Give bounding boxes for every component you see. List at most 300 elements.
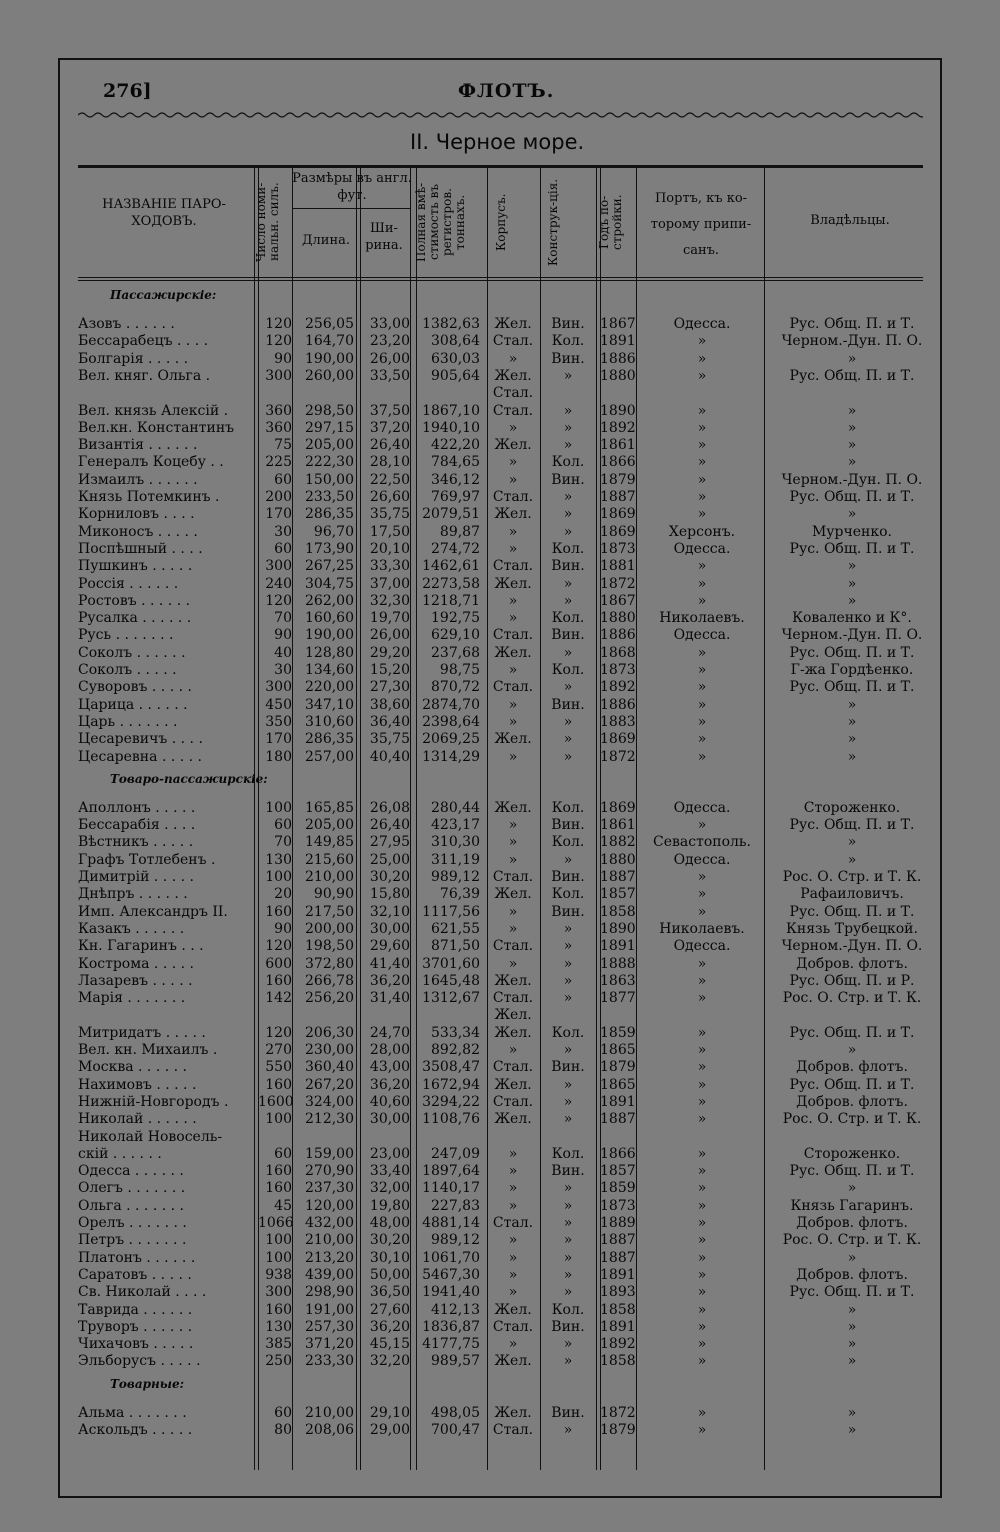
construction: Кол. [551,662,585,678]
hull: Жел. [494,367,532,384]
construction: » [563,402,573,419]
year: 1883 [600,713,636,730]
hull: » [508,1163,518,1180]
construction: » [563,437,573,454]
length: 267,25 [305,558,354,575]
port: Одесса. [673,851,731,868]
tonnage: 2079,51 [422,506,480,523]
construction: » [563,506,573,523]
width: 27,60 [369,1301,410,1318]
construction: » [563,1197,573,1214]
table-row [78,316,938,333]
ship-name: Пушкинъ . . . . . [78,558,193,575]
width: 36,20 [369,972,410,989]
construction: » [563,523,573,540]
owner: » [847,350,857,367]
construction: Вин. [551,1059,585,1076]
width: 26,60 [369,489,410,505]
hull: Жел. [494,644,532,661]
table-row [78,869,938,886]
nominal-power: 60 [274,1404,292,1421]
width: 33,00 [369,316,410,332]
nominal-power: 550 [265,1059,292,1076]
col-owner-header: Владѣльцы. [810,213,890,228]
tonnage: 1940,10 [422,419,480,436]
tonnage: 247,09 [431,1145,480,1162]
year: 1890 [600,920,636,937]
table-row [78,1059,938,1076]
width: 22,50 [369,471,410,488]
port: » [697,1404,707,1421]
tonnage: 1672,94 [422,1076,480,1093]
port: » [697,1266,707,1283]
year: 1887 [600,869,636,885]
hull: Стал. [492,679,534,696]
hull: Жел. [494,506,532,523]
year: 1887 [600,489,636,505]
group-label: Товарные: [110,1376,185,1391]
length: 297,15 [305,419,354,436]
width: 30,00 [369,920,410,937]
width: 32,00 [369,1180,410,1197]
length: 217,50 [305,903,354,920]
ship-name: Николай Новосель- [78,1128,223,1145]
port: » [697,1353,707,1370]
nominal-power: 120 [265,1024,292,1041]
ship-name: Князь Потемкинъ . [78,489,220,505]
length: 208,06 [305,1422,354,1438]
construction: » [563,1422,573,1438]
construction: Кол. [551,454,585,471]
nominal-power: 30 [274,662,292,678]
tonnage: 621,55 [431,920,480,937]
owner: » [847,1249,857,1266]
owner: Рус. Общ. П. и Т. [789,817,915,834]
tonnage: 346,12 [431,471,480,488]
ship-name: Бессарабецъ . . . . [78,333,209,350]
width: 45,15 [369,1336,410,1353]
ship-name: Имп. Александръ II. [78,903,228,920]
tonnage: 3508,47 [422,1059,480,1076]
construction: Кол. [551,1145,585,1162]
construction: Вин. [551,817,585,834]
construction: Вин. [551,316,585,332]
year: 1880 [600,851,636,868]
length: 347,10 [305,696,354,713]
year: 1891 [600,1093,636,1110]
table-row [78,333,938,350]
length: 90,90 [313,886,354,903]
nominal-power: 100 [265,799,292,816]
nominal-power: 450 [265,696,292,713]
hull: Стал. [492,385,534,402]
owner: Рафаиловичъ. [800,886,904,903]
width: 37,50 [369,402,410,419]
construction: » [563,575,573,592]
owner: Рус. Общ. П. и Т. [789,644,915,661]
tonnage: 2874,70 [422,696,480,713]
width: 32,30 [369,592,410,609]
nominal-power: 300 [265,558,292,575]
owner: Рус. Общ. П. и Т. [789,1024,915,1041]
table-row [78,368,938,385]
construction: » [563,920,573,937]
hull: Жел. [494,1301,532,1318]
width: 23,20 [369,333,410,350]
construction: Кол. [551,834,585,851]
hull: Жел. [494,1111,532,1128]
hull: Жел. [494,799,532,816]
ship-name: Бессарабія . . . . [78,817,196,834]
port: » [697,696,707,713]
nominal-power: 90 [274,920,292,937]
owner: Черном.-Дун. П. О. [781,938,923,955]
year: 1892 [600,679,636,696]
length: 96,70 [313,523,354,540]
length: 210,00 [305,869,354,885]
owner: » [847,1353,857,1370]
year: 1865 [600,1076,636,1093]
nominal-power: 130 [265,1318,292,1335]
tonnage: 2069,25 [422,731,480,748]
length: 262,00 [305,592,354,609]
construction: » [563,938,573,955]
table-row [78,1129,938,1146]
width: 26,00 [369,350,410,367]
hull: Стал. [492,333,534,350]
table-row [78,610,938,627]
width: 48,00 [369,1215,410,1231]
width: 28,00 [369,1042,410,1058]
tonnage: 784,65 [431,454,480,471]
year: 1858 [600,1353,636,1370]
ship-name: Россія . . . . . . [78,575,179,592]
construction: » [563,644,573,661]
owner: » [847,1404,857,1421]
ship-name: Царь . . . . . . . [78,713,178,730]
nominal-power: 170 [265,731,292,748]
year: 1893 [600,1284,636,1301]
tonnage: 311,19 [431,851,480,868]
ship-name: Аполлонъ . . . . . [78,799,196,816]
length: 310,60 [305,713,354,730]
year: 1866 [600,454,636,471]
length: 160,60 [305,610,354,627]
table-row [78,1353,938,1370]
tonnage: 1117,56 [422,903,480,920]
hull: » [508,1145,518,1162]
year: 1879 [600,1059,636,1076]
year: 1873 [600,662,636,678]
width: 23,00 [369,1145,410,1162]
width: 26,40 [369,437,410,454]
year: 1881 [600,558,636,575]
owner: » [847,575,857,592]
year: 1886 [600,696,636,713]
year: 1861 [600,437,636,454]
nominal-power: 40 [274,644,292,661]
ship-name: Графъ Тотлебенъ . [78,851,216,868]
width: 50,00 [369,1266,410,1283]
page-number: 276] [103,80,152,102]
port: Николаевъ. [659,920,745,937]
length: 298,50 [305,402,354,419]
ship-name: Николай . . . . . . [78,1111,197,1128]
port: » [697,333,707,350]
width: 32,20 [369,1353,410,1370]
owner: Черном.-Дун. П. О. [781,471,923,488]
year: 1879 [600,471,636,488]
width: 29,00 [369,1422,410,1438]
year: 1858 [600,1301,636,1318]
hull: Жел. [494,316,532,332]
tonnage: 4177,75 [422,1336,480,1353]
owner: Рус. Общ. П. и Т. [789,1284,915,1301]
col-dimensions-header: Размѣры въ англ. фут. [292,171,412,203]
nominal-power: 160 [265,903,292,920]
nominal-power: 60 [274,817,292,834]
table-row [78,645,938,662]
width: 31,40 [369,990,410,1007]
nominal-power: 75 [274,437,292,454]
year: 1889 [600,1215,636,1231]
width: 38,60 [369,696,410,713]
table-row [78,1319,938,1336]
owner: » [847,419,857,436]
tonnage: 2273,58 [422,575,480,592]
nominal-power: 160 [265,1076,292,1093]
owner: » [847,402,857,419]
construction: » [563,1284,573,1301]
width: 33,50 [369,367,410,384]
owner: » [847,713,857,730]
table-row [78,1042,938,1059]
tonnage: 630,03 [431,350,480,367]
nominal-power: 120 [265,592,292,609]
port: » [697,869,707,885]
construction: » [563,1336,573,1353]
nominal-power: 300 [265,679,292,696]
length: 304,75 [305,575,354,592]
port: » [697,1076,707,1093]
construction: » [563,419,573,436]
owner: Рос. О. Стр. и Т. К. [782,990,922,1007]
year: 1877 [600,990,636,1007]
table-row [78,1215,938,1232]
ship-name: скій . . . . . . [78,1145,162,1162]
ship-name: Св. Николай . . . . [78,1284,207,1301]
port: Херсонъ. [668,523,736,540]
table-row [78,1232,938,1249]
width: 33,40 [369,1163,410,1180]
width: 27,95 [369,834,410,851]
owner: Стороженко. [803,799,901,816]
owner: Рус. Общ. П. и Т. [789,679,915,696]
hull: Стал. [492,558,534,575]
length: 256,05 [305,316,354,332]
length: 360,40 [305,1059,354,1076]
construction: Вин. [551,1404,585,1421]
length: 257,30 [305,1318,354,1335]
year: 1882 [600,834,636,851]
owner: Г-жа Гордѣенко. [790,662,914,678]
year: 1869 [600,731,636,748]
owner: Князь Гагаринъ. [790,1197,914,1214]
nominal-power: 170 [265,506,292,523]
tonnage: 989,12 [431,869,480,885]
owner: Добров. флотъ. [796,1215,908,1231]
ship-name: Орелъ . . . . . . . [78,1215,187,1231]
tonnage: 237,68 [431,644,480,661]
year: 1891 [600,1318,636,1335]
length: 213,20 [305,1249,354,1266]
width: 27,30 [369,679,410,696]
construction: » [563,1215,573,1231]
nominal-power: 45 [274,1197,292,1214]
table-row [78,1267,938,1284]
construction: » [563,955,573,972]
length: 286,35 [305,731,354,748]
nominal-power: 600 [265,955,292,972]
ship-name: Византія . . . . . . [78,437,198,454]
port: » [697,454,707,471]
port: Одесса. [673,799,731,816]
nominal-power: 70 [274,610,292,627]
ship-name: Эльборусъ . . . . . [78,1353,201,1370]
construction: Кол. [551,1024,585,1041]
nominal-power: 1066 [258,1215,294,1231]
width: 15,80 [369,886,410,903]
hull: » [508,1266,518,1283]
tonnage: 905,64 [431,367,480,384]
port: » [697,903,707,920]
construction: Вин. [551,558,585,575]
tonnage: 412,13 [431,1301,480,1318]
width: 29,20 [369,644,410,661]
nominal-power: 70 [274,834,292,851]
construction: » [563,990,573,1007]
table-row [78,437,938,454]
construction: » [563,1093,573,1110]
length: 165,85 [305,799,354,816]
nominal-power: 60 [274,471,292,488]
owner: » [847,454,857,471]
construction: » [563,1180,573,1197]
construction: » [563,679,573,696]
ship-name: Соколъ . . . . . [78,662,177,678]
ship-name: Казакъ . . . . . . [78,920,185,937]
tonnage: 1897,64 [422,1163,480,1180]
port: » [697,1249,707,1266]
nominal-power: 30 [274,523,292,540]
tonnage: 769,97 [431,489,480,505]
tonnage: 1462,61 [422,558,480,575]
length: 324,00 [305,1093,354,1110]
owner: » [847,1336,857,1353]
table-row [78,1146,938,1163]
tonnage: 1314,29 [422,748,480,765]
construction: Кол. [551,1301,585,1318]
length: 210,00 [305,1404,354,1421]
page-title: ФЛОТЪ. [458,80,555,102]
table-row [78,1198,938,1215]
hull: Жел. [494,1076,532,1093]
ship-name: Митридатъ . . . . . [78,1024,206,1041]
col-tonnage-header: Полная вмѣ-стимость въ регистров. тоннахъ. [414,182,467,262]
nominal-power: 160 [265,972,292,989]
construction: Кол. [551,799,585,816]
table-row [78,904,938,921]
port: » [697,1024,707,1041]
dimensions-underline [292,208,410,209]
length: 237,30 [305,1180,354,1197]
group-label: Пассажирскіе: [110,288,217,302]
table-row [78,1077,938,1094]
hull: Жел. [494,1007,532,1024]
table-row [78,938,938,955]
ship-name: Корниловъ . . . . [78,506,195,523]
length: 220,00 [305,679,354,696]
width: 26,00 [369,627,410,644]
width: 26,40 [369,817,410,834]
year: 1888 [600,955,636,972]
owner: Князь Трубецкой. [786,920,918,937]
owner: » [847,851,857,868]
width: 29,10 [369,1404,410,1421]
construction: » [563,489,573,505]
construction: » [563,1232,573,1249]
tonnage: 310,30 [431,834,480,851]
construction: » [563,851,573,868]
ship-name: Миконосъ . . . . . [78,523,198,540]
tonnage: 227,83 [431,1197,480,1214]
width: 30,00 [369,1111,410,1128]
table-row [78,834,938,851]
hull: » [508,1042,518,1058]
port: » [697,1111,707,1128]
port: » [697,817,707,834]
year: 1857 [600,886,636,903]
length: 210,00 [305,1232,354,1249]
table-row [78,800,938,817]
port: Одесса. [673,627,731,644]
construction: » [563,1076,573,1093]
construction: » [563,1353,573,1370]
width: 15,20 [369,662,410,678]
year: 1868 [600,644,636,661]
hull: » [508,471,518,488]
tonnage: 1108,76 [422,1111,480,1128]
owner: Рос. О. Стр. и Т. К. [782,869,922,885]
tonnage: 1867,10 [422,402,480,419]
width: 28,10 [369,454,410,471]
owner: Черном.-Дун. П. О. [781,333,923,350]
length: 128,80 [305,644,354,661]
port: » [697,506,707,523]
header-rule-top [78,165,923,168]
port: » [697,437,707,454]
ship-name: Поспѣшный . . . . [78,540,203,557]
table-row [78,749,938,766]
length: 150,00 [305,471,354,488]
hull: Стал. [492,1318,534,1335]
table-row [78,454,938,471]
tonnage: 700,47 [431,1422,480,1438]
year: 1867 [600,592,636,609]
owner: Рус. Общ. П. и Т. [789,316,915,332]
year: 1890 [600,402,636,419]
construction: » [563,731,573,748]
